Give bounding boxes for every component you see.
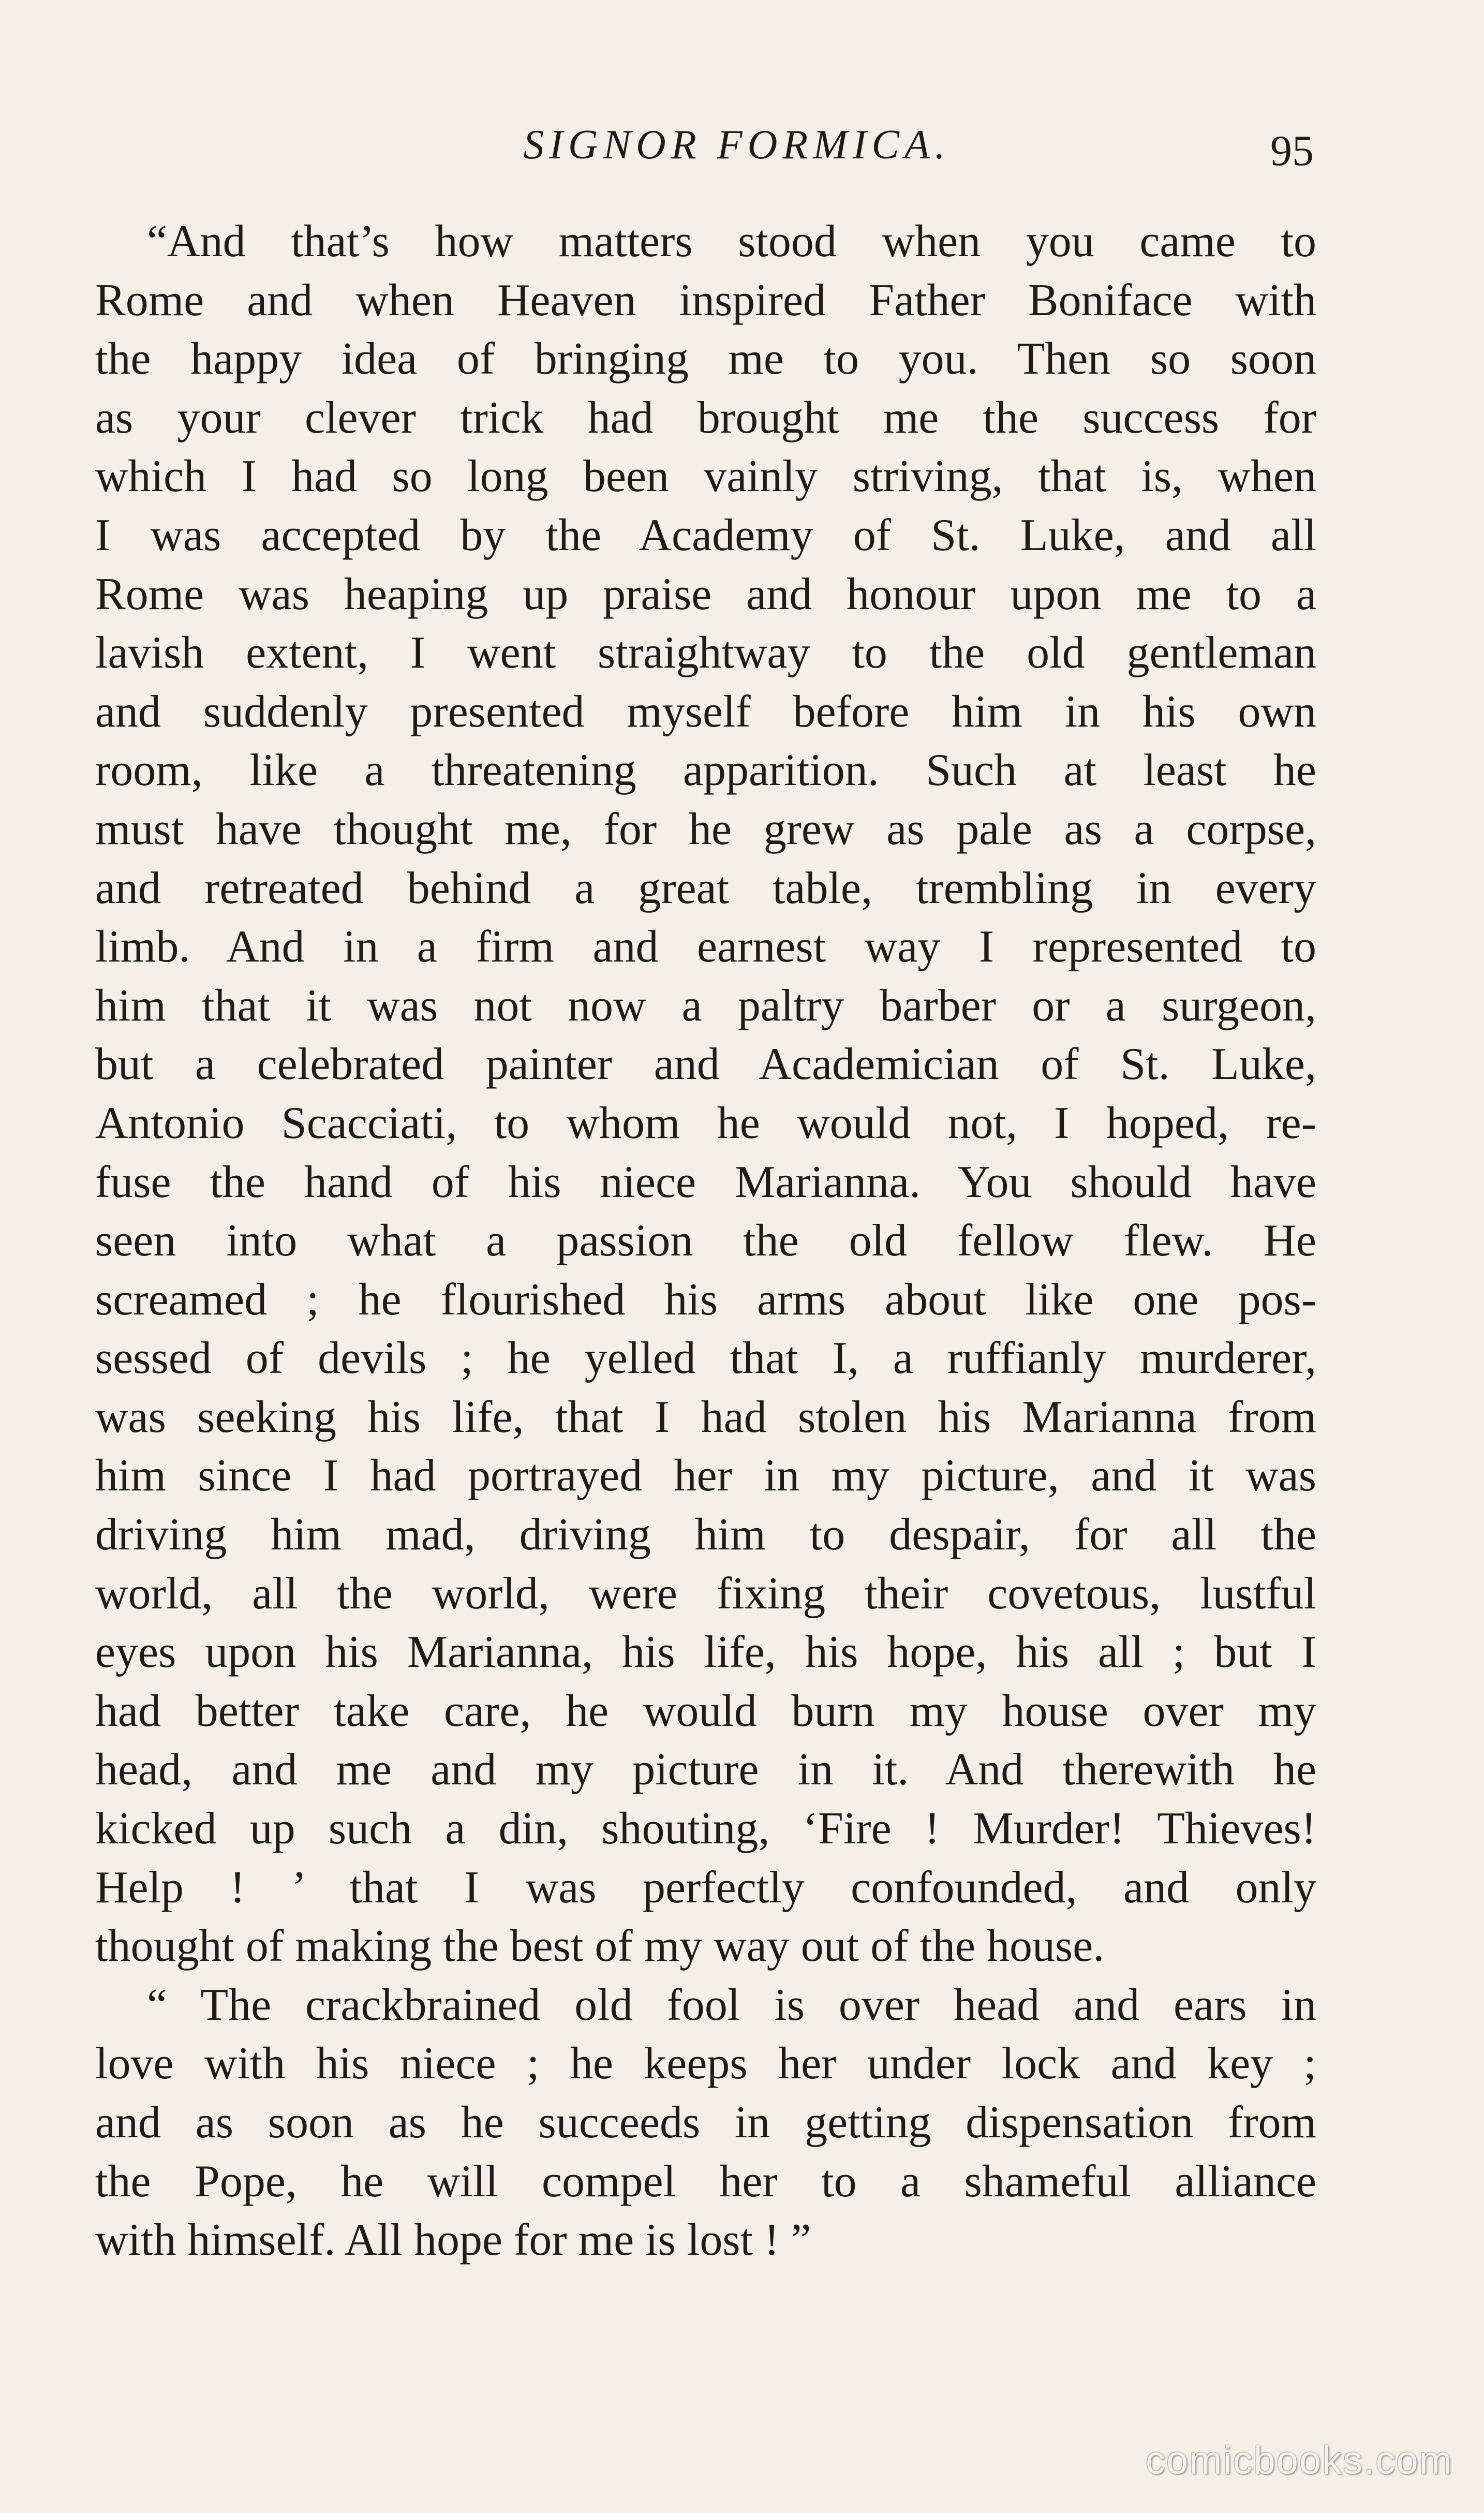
text-line: had better take care, he would burn my house over my [95,1686,1316,1736]
text-line: which I had so long been vainly striving, that is, when [95,451,1316,502]
text-line: Rome was heaping up praise and honour upon me to a [95,569,1316,619]
text-line: and suddenly presented myself before him in his own [95,686,1316,737]
text-line: screamed ; he flourished his arms about like one pos- [95,1274,1316,1325]
text-line: Help ! ’ that I was perfectly confounded, and only [95,1862,1316,1913]
page-number: 95 [1270,127,1314,175]
text-line: I was accepted by the Academy of St. Luke, and all [95,510,1316,560]
text-line: him since I had portrayed her in my picture, and it was [95,1451,1316,1501]
text-line: the happy idea of bringing me to you. Then so soon [95,334,1316,385]
text-line: kicked up such a din, shouting, ‘Fire ! Murder! Thieves! [95,1804,1316,1854]
text-line: thought of making the best of my way out of the house. [95,1921,1105,1972]
text-line: world, all the world, were fixing their covetous, lustful [95,1568,1316,1619]
text-line: Rome and when Heaven inspired Father Boniface with [95,275,1316,326]
text-line: love with his niece ; he keeps her under lock and key ; [95,2038,1316,2089]
text-line: driving him mad, driving him to despair, for all the [95,1510,1316,1560]
watermark: comicbooks.com [1146,2438,1453,2482]
text-line: “And that’s how matters stood when you came to [147,216,1316,267]
text-line: eyes upon his Marianna, his life, his hope, his all ; but I [95,1627,1316,1678]
text-line: and retreated behind a great table, trembling in every [95,863,1316,913]
text-line: “ The crackbrained old fool is over head and ears in [147,1979,1316,2030]
body-text [95,212,1316,2270]
text-line: must have thought me, for he grew as pale as a corpse, [95,804,1316,854]
text-line: but a celebrated painter and Academician of St. Luke, [95,1039,1316,1090]
text-line: Antonio Scacciati, to whom he would not, I hoped, re- [95,1098,1316,1148]
text-line: seen into what a passion the old fellow flew. He [95,1216,1316,1266]
text-line: with himself. All hope for me is lost ! ” [95,2215,811,2266]
text-line: sessed of devils ; he yelled that I, a ruffianly murderer, [95,1333,1316,1384]
running-header [0,111,1484,173]
text-line: as your clever trick had brought me the success for [95,392,1316,443]
running-title: SIGNOR FORMICA. [523,122,951,168]
text-line: him that it was not now a paltry barber or a surgeon, [95,980,1316,1031]
text-line: lavish extent, I went straightway to the old gentleman [95,628,1316,678]
text-line: room, like a threatening apparition. Such at least he [95,745,1316,796]
text-line: limb. And in a firm and earnest way I represented to [95,922,1316,972]
text-line: head, and me and my picture in it. And therewith he [95,1745,1316,1795]
text-line: and as soon as he succeeds in getting dispensation from [95,2097,1316,2148]
text-line: was seeking his life, that I had stolen his Marianna from [95,1392,1316,1442]
text-line: fuse the hand of his niece Marianna. You should have [95,1157,1316,1207]
text-line: the Pope, he will compel her to a shameful alliance [95,2156,1316,2207]
